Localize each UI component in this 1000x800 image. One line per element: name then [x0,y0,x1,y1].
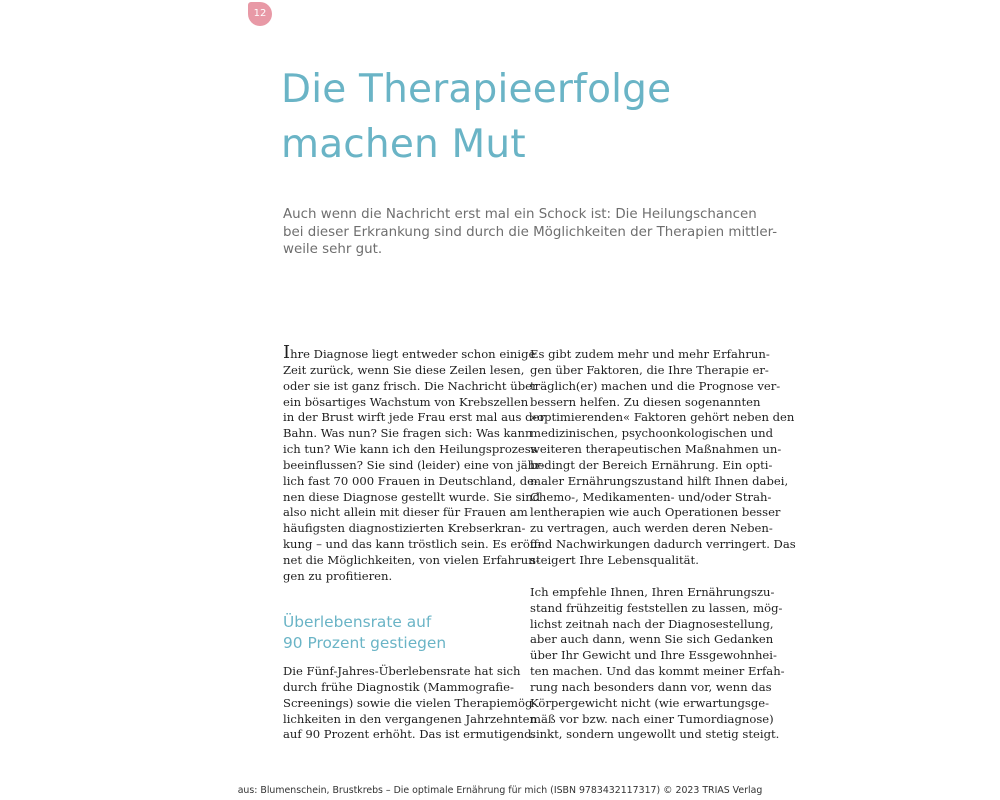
body-line: kung – und das kann tröstlich sein. Es eröff- [283,537,542,552]
body-line: Screenings) sowie die vielen Therapiemög- [283,695,537,710]
body-line: stand frühzeitig feststellen zu lassen, mög- [530,600,783,615]
body-line: also nicht allein mit dieser für Frauen am [283,505,528,520]
body-line: Chemo-, Medikamenten- und/oder Strah- [530,489,772,504]
body-line: ten machen. Und das kommt meiner Erfah- [530,664,785,679]
body-line: in der Brust wirft jede Frau erst mal aus der [283,410,545,425]
intro-paragraph [283,342,545,585]
body-line: weiteren therapeutischen Maßnahmen un- [530,442,782,457]
title-line: machen Mut [281,122,526,167]
subheading-line: Überlebensrate auf [283,613,432,631]
page-title [281,62,671,172]
body-line: über Ihr Gewicht und Ihre Essgewohnhei- [530,648,777,663]
body-line: ich tun? Wie kann ich den Heilungsprozess [283,442,537,457]
body-line: ein bösartiges Wachstum von Krebszellen [283,394,529,409]
lead-line: weile sehr gut. [283,242,383,257]
paragraph-gap [530,569,762,585]
body-line: häufigsten diagnostizierten Krebserkran- [283,521,526,536]
lead-line: Auch wenn die Nachricht erst mal ein Schock ist: Die Heilungschancen [283,207,757,222]
body-line: lichkeiten in den vergangenen Jahrzehnten [283,711,537,726]
recommendation-paragraph [530,584,785,743]
body-line: bessern helfen. Zu diesen sogenannten [530,394,761,409]
body-line: zu vertragen, auch werden deren Neben- [530,521,773,536]
body-line: Zeit zurück, wenn Sie diese Zeilen lesen, [283,362,525,377]
body-line: oder sie ist ganz frisch. Die Nachricht über [283,378,538,393]
body-line: maler Ernährungszustand hilft Ihnen dabei, [530,473,789,488]
body-line: Bahn. Was nun? Sie fragen sich: Was kann [283,426,533,441]
drop-cap: I [283,342,291,363]
body-line: bedingt der Bereich Ernährung. Ein opti- [530,457,773,472]
body-line: lentherapien wie auch Operationen besser [530,505,781,520]
subheading-line: 90 Prozent gestiegen [283,634,447,652]
body-line: mäß vor bzw. nach einer Tumordiagnose) [530,711,774,726]
right-column [530,347,796,743]
body-line: träglich(er) machen und die Prognose ver- [530,378,781,393]
left-column-survival [283,664,537,743]
body-line: Ich empfehle Ihnen, Ihren Ernährungszu- [530,584,775,599]
body-line: Es gibt zudem mehr und mehr Erfahrun- [530,347,770,361]
body-line: medizinischen, psychoonkologischen und [530,426,773,441]
lead-line: bei dieser Erkrankung sind durch die Möglichkeiten der Therapien mittler- [283,224,778,240]
body-line: aber auch dann, wenn Sie sich Gedanken [530,632,774,647]
section-subheading [283,612,446,654]
body-line: rung nach besonders dann vor, wenn das [530,679,772,694]
body-line: auf 90 Prozent erhöht. Das ist ermutigend. [283,727,536,742]
body-line: net die Möglichkeiten, von vielen Erfahrun- [283,552,540,567]
lead-paragraph [283,206,778,259]
body-line: durch frühe Diagnostik (Mammografie- [283,679,514,694]
page-number-badge: 12 [248,2,272,26]
body-line: steigert Ihre Lebensqualität. [530,552,699,567]
body-line: lichst zeitnah nach der Diagnosestellung, [530,616,774,631]
body-line: sinkt, sondern ungewollt und stetig steigt. [530,727,780,742]
factors-paragraph [530,347,796,569]
body-line: beeinflussen? Sie sind (leider) eine von jähr- [283,457,545,472]
body-line: Körpergewicht nicht (wie erwartungsge- [530,695,770,710]
body-line: nen diese Diagnose gestellt wurde. Sie sind [283,489,541,504]
body-line: und Nachwirkungen dadurch verringert. Das [530,537,796,552]
body-line: gen über Faktoren, die Ihre Therapie er- [530,362,769,377]
body-line: gen zu profitieren. [283,568,393,583]
copyright-footer: aus: Blumenschein, Brustkrebs – Die optimale Ernährung für mich (ISBN 9783432117317) © 2023 TRIAS Verlag [237,785,763,796]
body-line: »optimierenden« Faktoren gehört neben den [530,410,795,425]
title-line: Die Therapieerfolge [281,67,672,112]
left-column-intro [283,342,545,585]
body-line: Ihre Diagnose liegt entweder schon einige [283,342,536,363]
body-line: Die Fünf-Jahres-Überlebensrate hat sich [283,664,521,678]
body-line: lich fast 70 000 Frauen in Deutschland, de- [283,473,538,488]
survival-paragraph [283,664,537,743]
